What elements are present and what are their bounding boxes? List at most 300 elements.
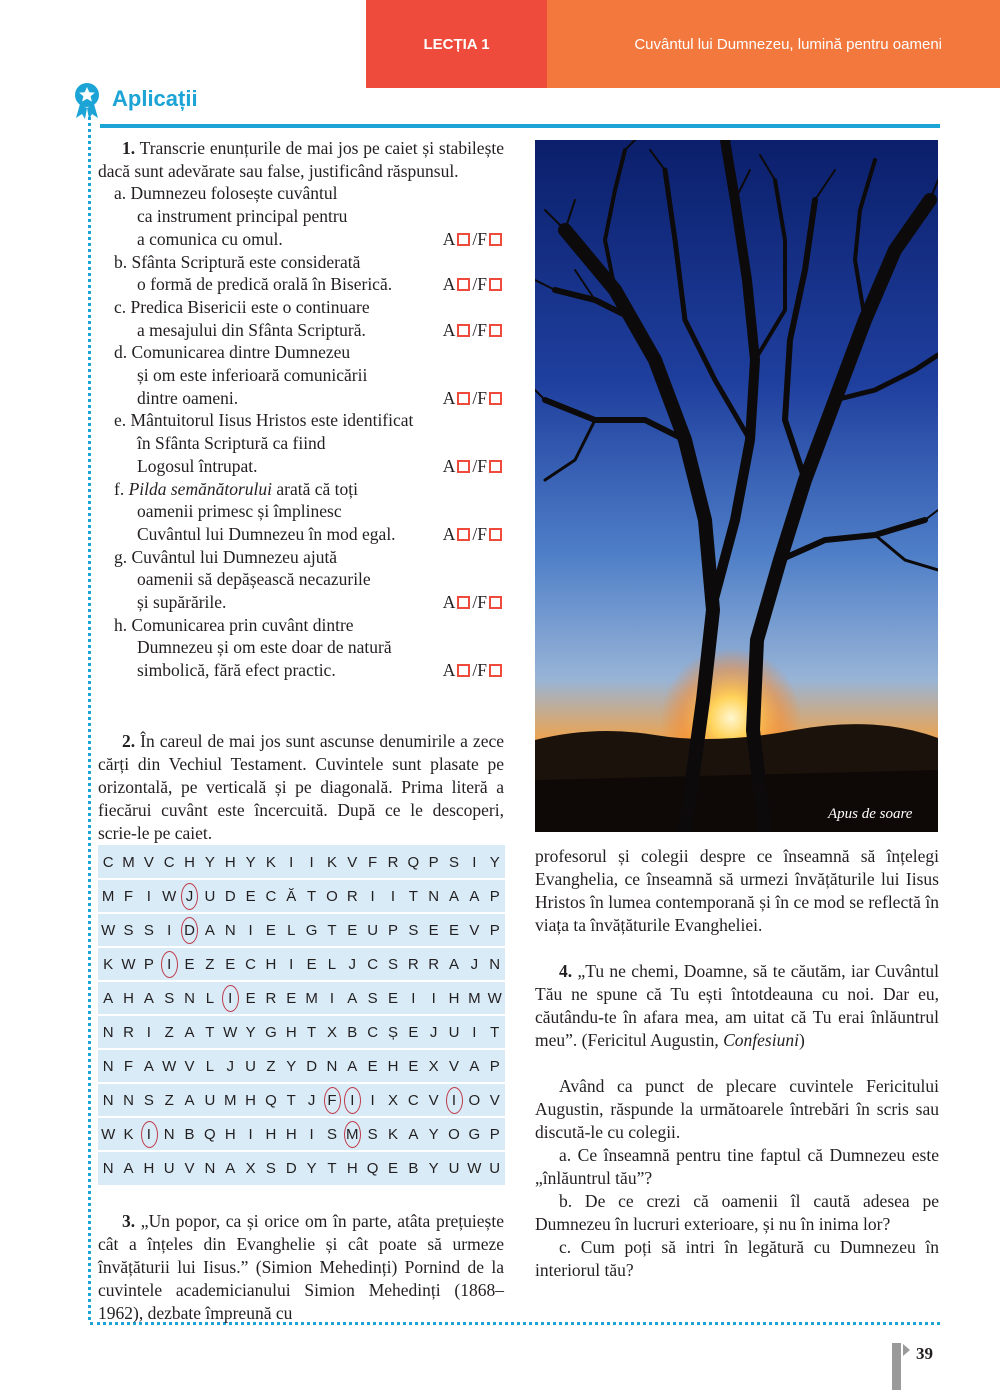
grid-cell[interactable]: E <box>449 921 460 939</box>
grid-cell[interactable]: B <box>347 1023 358 1041</box>
grid-cell[interactable]: E <box>184 955 195 973</box>
grid-cell[interactable]: V <box>184 1057 195 1075</box>
grid-cell[interactable]: N <box>428 887 440 905</box>
grid-cell[interactable]: U <box>448 1023 460 1041</box>
grid-cell[interactable]: D <box>306 1057 318 1075</box>
grid-cell[interactable]: T <box>327 921 337 939</box>
grid-cell[interactable]: S <box>387 955 398 973</box>
statement-line: d. Comunicarea dintre Dumnezeu <box>114 342 351 363</box>
grid-cell[interactable]: K <box>103 955 114 973</box>
grid-cell[interactable]: I <box>309 853 314 871</box>
grid-cell[interactable]: E <box>225 955 236 973</box>
statement-line: și om este inferioară comunicării <box>137 365 368 386</box>
grid-cell[interactable]: H <box>387 1057 399 1075</box>
statement-line: h. Comunicarea prin cuvânt dintre <box>114 614 354 635</box>
true-false-boxes[interactable]: A /F <box>443 228 504 251</box>
grid-cell[interactable]: F <box>368 853 378 871</box>
grid-cell[interactable]: H <box>224 853 236 871</box>
grid-cell[interactable]: R <box>123 1023 134 1041</box>
grid-cell[interactable]: G <box>265 1023 277 1041</box>
grid-row-divider <box>98 1014 505 1016</box>
statement-line: Cuvântul lui Dumnezeu în mod egal. <box>137 523 396 544</box>
grid-cell[interactable]: C <box>265 887 277 905</box>
grid-cell[interactable]: I <box>289 955 294 973</box>
grid-cell[interactable]: Y <box>286 1057 297 1075</box>
grid-cell[interactable]: D <box>285 1159 297 1177</box>
statement-line: oamenii primesc și împlinesc <box>137 501 342 522</box>
grid-cell[interactable]: C <box>102 853 114 871</box>
statement-f <box>114 478 504 546</box>
section-rule <box>100 124 940 128</box>
grid-cell[interactable]: W <box>162 887 177 905</box>
grid-cell[interactable]: W <box>223 1023 238 1041</box>
question-a: a. Ce înseamnă pentru tine faptul că Dumnezeu este „înlăuntrul tău”? <box>535 1145 939 1188</box>
grid-cell[interactable]: F <box>123 887 134 905</box>
checkbox-false[interactable] <box>489 233 502 246</box>
grid-cell[interactable]: H <box>448 989 460 1007</box>
grid-cell[interactable]: B <box>408 1159 419 1177</box>
grid-cell[interactable]: A <box>449 887 460 905</box>
grid-cell[interactable]: Q <box>265 1091 277 1109</box>
true-false-boxes[interactable]: A /F <box>443 319 504 342</box>
quote-source: Confesiuni <box>723 1030 799 1050</box>
statement-line: f. Pilda semănătorului arată că toți <box>114 478 358 499</box>
grid-cell[interactable]: N <box>163 1125 175 1143</box>
grid-cell[interactable]: Ă <box>286 887 297 905</box>
grid-cell-circled[interactable]: I <box>444 1083 464 1117</box>
grid-cell[interactable]: A <box>123 1159 134 1177</box>
grid-cell[interactable]: I <box>167 921 172 939</box>
grid-cell[interactable]: Y <box>245 853 256 871</box>
grid-row <box>98 913 505 947</box>
grid-cell-circled[interactable]: I <box>139 1117 159 1151</box>
grid-cell-circled[interactable]: J <box>179 879 199 913</box>
grid-cell[interactable]: W <box>121 955 136 973</box>
grid-cell[interactable]: Q <box>407 853 420 871</box>
grid-cell[interactable]: O <box>468 1091 481 1109</box>
statement-line: b. Sfânta Scriptură este considerată <box>114 251 361 272</box>
grid-row-divider <box>98 946 505 948</box>
grid-cell[interactable]: S <box>143 921 154 939</box>
grid-cell[interactable]: U <box>367 921 379 939</box>
grid-row-divider <box>98 1116 505 1118</box>
grid-cell[interactable]: N <box>489 955 501 973</box>
statement-b <box>114 251 504 296</box>
grid-cell[interactable]: S <box>265 1159 276 1177</box>
grid-cell[interactable]: I <box>248 1125 253 1143</box>
grid-cell[interactable]: L <box>327 955 337 973</box>
word-search-grid[interactable] <box>98 845 505 1185</box>
grid-cell[interactable]: N <box>102 1159 114 1177</box>
grid-cell[interactable]: P <box>428 853 439 871</box>
grid-cell[interactable]: I <box>370 887 375 905</box>
grid-cell[interactable]: T <box>307 1023 317 1041</box>
grid-cell[interactable]: I <box>411 989 416 1007</box>
grid-cell[interactable]: L <box>205 1057 215 1075</box>
grid-cell[interactable]: N <box>224 921 236 939</box>
grid-cell[interactable]: H <box>265 955 277 973</box>
grid-cell[interactable]: A <box>184 1091 195 1109</box>
grid-cell[interactable]: Z <box>266 1057 276 1075</box>
grid-cell[interactable]: E <box>367 1057 378 1075</box>
grid-cell[interactable]: H <box>346 1159 358 1177</box>
grid-cell[interactable]: U <box>489 1159 501 1177</box>
exercise-2 <box>98 730 504 845</box>
grid-cell[interactable]: A <box>184 1023 195 1041</box>
grid-cell[interactable]: V <box>449 1057 460 1075</box>
checkbox-false[interactable] <box>489 664 502 677</box>
exercise-3-number: 3. <box>122 1211 136 1231</box>
statement-c <box>114 296 504 341</box>
statement-line: dintre oameni. <box>137 387 239 408</box>
grid-cell[interactable]: K <box>265 853 276 871</box>
grid-cell[interactable]: I <box>472 1023 477 1041</box>
dotted-border-left <box>88 110 91 1320</box>
grid-row-divider <box>98 878 505 880</box>
grid-cell[interactable]: Z <box>164 1091 174 1109</box>
grid-cell[interactable]: A <box>469 1057 480 1075</box>
grid-cell[interactable]: E <box>408 1023 419 1041</box>
grid-row <box>98 879 505 913</box>
grid-cell-circled[interactable]: I <box>342 1083 362 1117</box>
checkbox-true[interactable] <box>457 233 470 246</box>
exercise-1-items <box>98 182 504 681</box>
grid-row-divider <box>98 1048 505 1050</box>
statement-line: Logosul întrupat. <box>137 455 258 476</box>
checkbox-false[interactable] <box>489 278 502 291</box>
grid-cell[interactable]: V <box>428 1091 439 1109</box>
grid-cell[interactable]: M <box>305 989 318 1007</box>
grid-cell[interactable]: S <box>143 1091 154 1109</box>
grid-cell[interactable]: N <box>102 1023 114 1041</box>
grid-row <box>98 1151 505 1185</box>
grid-cell[interactable]: I <box>329 989 335 1007</box>
grid-cell[interactable]: V <box>184 1159 195 1177</box>
grid-cell[interactable]: Q <box>204 1125 216 1143</box>
grid-cell[interactable]: I <box>248 921 253 939</box>
lesson-title: Cuvântul lui Dumnezeu, lumină pentru oameni <box>547 0 1000 88</box>
grid-cell[interactable]: I <box>289 853 294 871</box>
grid-cell[interactable]: O <box>448 1125 460 1143</box>
grid-cell[interactable]: A <box>449 955 460 973</box>
grid-cell[interactable]: I <box>146 1023 151 1041</box>
grid-cell[interactable]: T <box>327 1159 337 1177</box>
grid-cell[interactable]: A <box>103 989 114 1007</box>
grid-cell[interactable]: A <box>143 1057 154 1075</box>
question-b: b. De ce crezi că oamenii îl caută adesea pe Dumnezeu în lucruri exterioare, și nu în inima lor? <box>535 1191 939 1234</box>
grid-cell[interactable]: S <box>367 989 378 1007</box>
statement-line: oamenii să depășească necazurile <box>137 569 371 590</box>
checkbox-false[interactable] <box>489 596 502 609</box>
grid-cell[interactable]: A <box>225 1159 236 1177</box>
grid-cell[interactable]: V <box>489 1091 500 1109</box>
grid-cell[interactable]: R <box>428 955 440 973</box>
grid-cell[interactable]: V <box>347 853 358 871</box>
grid-cell[interactable]: E <box>245 887 256 905</box>
checkbox-true[interactable] <box>457 664 470 677</box>
grid-cell[interactable]: T <box>307 887 317 905</box>
true-false-boxes[interactable]: A /F <box>443 273 504 296</box>
question-c: c. Cum poți să intri în legătură cu Dumnezeu în interiorul tău? <box>535 1237 939 1280</box>
exercise-4-number: 4. <box>559 961 573 981</box>
sunset-tree-image <box>535 140 938 832</box>
checkbox-false[interactable] <box>489 528 502 541</box>
grid-cell[interactable]: P <box>143 955 154 973</box>
true-false-boxes[interactable]: A /F <box>443 523 504 546</box>
grid-cell[interactable]: K <box>123 1125 134 1143</box>
checkbox-true[interactable] <box>457 392 470 405</box>
grid-cell[interactable]: N <box>102 1091 114 1109</box>
statement-line: ca instrument principal pentru <box>137 206 348 227</box>
parable-title: Pilda semănătorului <box>128 478 272 499</box>
grid-row <box>98 947 505 981</box>
grid-cell[interactable]: Z <box>205 955 215 973</box>
grid-cell[interactable]: C <box>367 1023 379 1041</box>
grid-cell[interactable]: V <box>469 921 480 939</box>
grid-row-divider <box>98 1150 505 1152</box>
grid-cell[interactable]: I <box>146 887 151 905</box>
grid-cell[interactable]: N <box>204 1159 216 1177</box>
grid-row <box>98 1015 505 1049</box>
checkbox-false[interactable] <box>489 460 502 473</box>
exercise-3-continuation: profesorul și colegii despre ce înseamnă să înțelegi Evanghelia, ce înseamnă să urmezi învățăturile lui Iisus Hristos în lumea contemporană și în ce mod se reflectă în viața ta învățăturile Evangheliei. <box>535 846 939 935</box>
grid-cell[interactable]: P <box>489 921 500 939</box>
grid-cell[interactable]: A <box>204 921 215 939</box>
grid-cell[interactable]: T <box>408 887 418 905</box>
grid-cell[interactable]: J <box>348 955 357 973</box>
grid-cell[interactable]: C <box>245 955 256 973</box>
grid-cell-circled[interactable]: I <box>220 981 240 1015</box>
exercise-1-number: 1. <box>122 138 136 158</box>
grid-cell[interactable]: R <box>265 989 277 1007</box>
grid-row <box>98 1049 505 1083</box>
grid-cell[interactable]: P <box>489 1125 500 1143</box>
grid-cell[interactable]: B <box>184 1125 195 1143</box>
grid-cell[interactable]: Z <box>164 1023 174 1041</box>
grid-row <box>98 1117 505 1151</box>
grid-cell[interactable]: I <box>390 887 396 905</box>
exercise-3 <box>98 1210 504 1325</box>
checkbox-true[interactable] <box>457 460 470 473</box>
grid-cell[interactable]: E <box>408 1057 419 1075</box>
grid-cell[interactable]: E <box>387 989 398 1007</box>
statement-line: c. Predica Bisericii este o continuare <box>114 296 370 317</box>
grid-cell[interactable]: S <box>164 989 175 1007</box>
grid-cell[interactable]: T <box>205 1023 215 1041</box>
true-false-boxes[interactable]: A /F <box>443 387 504 410</box>
grid-cell[interactable]: S <box>123 921 134 939</box>
grid-cell[interactable]: E <box>286 989 297 1007</box>
grid-cell[interactable]: X <box>245 1159 256 1177</box>
grid-cell[interactable]: A <box>408 1125 419 1143</box>
grid-cell[interactable]: E <box>387 1159 398 1177</box>
true-false-boxes[interactable]: A /F <box>443 455 504 478</box>
grid-cell[interactable]: S <box>367 1125 378 1143</box>
statement-line: g. Cuvântul lui Dumnezeu ajută <box>114 546 338 567</box>
true-false-boxes[interactable]: A /F <box>443 659 504 682</box>
grid-cell[interactable]: E <box>347 921 358 939</box>
grid-cell[interactable]: Ș <box>387 1023 398 1041</box>
grid-cell[interactable]: I <box>370 1091 375 1109</box>
grid-cell[interactable]: S <box>408 921 419 939</box>
grid-cell[interactable]: X <box>387 1091 398 1109</box>
grid-cell[interactable]: M <box>101 887 115 905</box>
grid-cell[interactable]: U <box>163 1159 175 1177</box>
grid-cell[interactable]: C <box>407 1091 419 1109</box>
grid-cell[interactable]: A <box>143 989 154 1007</box>
statement-g <box>114 546 504 614</box>
ribbon-icon <box>74 82 100 120</box>
true-false-boxes[interactable]: A /F <box>443 591 504 614</box>
sunset-photo <box>535 140 938 832</box>
exercise-1-text: Transcrie enunțurile de mai jos pe caiet și stabilește dacă sunt adevărate sau false, justificând răspunsul. <box>98 138 505 181</box>
grid-cell[interactable]: C <box>367 955 379 973</box>
grid-cell[interactable]: J <box>226 1057 234 1075</box>
grid-cell[interactable]: K <box>387 1125 398 1143</box>
grid-cell[interactable]: H <box>265 1125 277 1143</box>
grid-cell[interactable]: H <box>245 1091 256 1109</box>
grid-cell[interactable]: M <box>468 989 481 1007</box>
grid-cell-circled[interactable]: D <box>179 913 199 947</box>
grid-cell[interactable]: A <box>347 989 358 1007</box>
grid-cell[interactable]: S <box>326 1125 337 1143</box>
grid-cell[interactable]: P <box>489 887 500 905</box>
grid-cell[interactable]: K <box>326 853 337 871</box>
grid-cell[interactable]: U <box>204 1091 216 1109</box>
grid-cell[interactable]: E <box>245 989 256 1007</box>
grid-cell-circled[interactable]: F <box>322 1083 342 1117</box>
grid-row-divider <box>98 980 505 982</box>
grid-cell[interactable]: E <box>428 921 439 939</box>
exercise-1 <box>98 137 504 682</box>
exercise-1-intro <box>98 137 504 182</box>
grid-cell[interactable]: O <box>326 887 338 905</box>
grid-cell[interactable]: W <box>467 1159 482 1177</box>
grid-row <box>98 845 505 879</box>
grid-cell[interactable]: G <box>468 1125 481 1143</box>
statement-line: și supărările. <box>137 592 227 613</box>
grid-cell[interactable]: N <box>102 1057 114 1075</box>
exercise-4-intro: Având ca punct de plecare cuvintele Fericitului Augustin, răspunde la următoarele întrebări în scris sau discută-le cu colegii. <box>535 1076 939 1142</box>
grid-cell[interactable]: W <box>162 1057 177 1075</box>
grid-cell[interactable]: M <box>122 853 135 871</box>
grid-cell[interactable]: P <box>387 921 398 939</box>
grid-cell[interactable]: A <box>469 887 480 905</box>
grid-cell[interactable]: J <box>470 955 479 973</box>
statement-line: e. Mântuitorul Iisus Hristos este identificat <box>114 410 414 431</box>
grid-cell[interactable]: A <box>347 1057 358 1075</box>
lesson-label: LECȚIA 1 <box>366 0 547 88</box>
grid-cell[interactable]: H <box>143 1159 155 1177</box>
page-number: 39 <box>916 1344 933 1363</box>
grid-cell[interactable]: R <box>346 887 358 905</box>
grid-cell[interactable]: L <box>205 989 215 1007</box>
grid-cell[interactable]: Y <box>245 1023 256 1041</box>
checkbox-false[interactable] <box>489 324 502 337</box>
exercise-4-quote: 4. „Tu ne chemi, Doamne, să te căutăm, iar Cuvântul Tău ne spune că Tu ești întotdeauna cu noi. Dar eu, căutându-te în afara mea, am uitat că Tu erai înlăuntrul meu”. (Fericitul Augustin, Confesiuni) <box>535 961 939 1050</box>
page-number-arrow <box>903 1344 910 1356</box>
grid-cell[interactable]: V <box>143 853 154 871</box>
grid-cell[interactable]: X <box>326 1023 337 1041</box>
grid-cell[interactable]: H <box>285 1125 297 1143</box>
checkbox-true[interactable] <box>457 596 470 609</box>
grid-cell[interactable]: Y <box>428 1159 439 1177</box>
statement-line: Dumnezeu și om este doar de natură <box>137 637 392 658</box>
grid-cell[interactable]: J <box>307 1091 316 1109</box>
checkbox-false[interactable] <box>489 392 502 405</box>
statement-line: a comunica cu omul. <box>137 228 283 249</box>
statement-line: o formă de predică orală în Biserică. <box>137 274 393 295</box>
statement-e <box>114 409 504 477</box>
grid-cell[interactable]: P <box>489 1057 500 1075</box>
statement-h <box>114 614 504 682</box>
grid-cell-circled[interactable]: I <box>159 947 179 981</box>
grid-cell[interactable]: X <box>428 1057 439 1075</box>
grid-cell[interactable]: W <box>101 1125 116 1143</box>
grid-cell[interactable]: W <box>487 989 502 1007</box>
exercise-2-text: În careul de mai jos sunt ascunse denumirile a zece cărți din Vechiul Testament. Cuvintele sunt plasate pe orizontală, pe verticală și pe diagonală. Prima literă a fiecărui cuvânt este încercuită. După ce le descoperi, scrie-le pe caiet. <box>98 731 504 843</box>
grid-cell[interactable]: N <box>123 1091 134 1109</box>
grid-cell[interactable]: I <box>309 1125 314 1143</box>
grid-cell[interactable]: D <box>224 887 236 905</box>
grid-cell[interactable]: T <box>490 1023 500 1041</box>
photo-caption: Apus de soare <box>828 806 913 822</box>
grid-cell[interactable]: R <box>407 955 419 973</box>
grid-cell[interactable]: G <box>305 921 318 939</box>
grid-cell[interactable]: L <box>287 921 296 939</box>
grid-cell[interactable]: C <box>163 853 175 871</box>
grid-cell[interactable]: U <box>448 1159 460 1177</box>
grid-cell[interactable]: Y <box>306 1159 317 1177</box>
grid-cell[interactable]: H <box>224 1125 236 1143</box>
grid-cell[interactable]: I <box>472 853 477 871</box>
grid-cell[interactable]: Y <box>489 853 500 871</box>
grid-cell[interactable]: H <box>123 989 134 1007</box>
grid-cell[interactable]: H <box>285 1023 297 1041</box>
grid-cell[interactable]: E <box>306 955 317 973</box>
grid-cell[interactable]: W <box>101 921 116 939</box>
right-column <box>535 845 939 1282</box>
grid-cell[interactable]: S <box>449 853 460 871</box>
grid-cell[interactable]: N <box>326 1057 338 1075</box>
grid-row-divider <box>98 912 505 914</box>
statement-line: în Sfânta Scriptură ca fiind <box>137 433 326 454</box>
grid-cell-circled[interactable]: M <box>342 1117 362 1151</box>
grid-cell[interactable]: F <box>123 1057 134 1075</box>
statement-d <box>114 341 504 409</box>
grid-cell[interactable]: T <box>286 1091 296 1109</box>
grid-cell[interactable]: E <box>265 921 276 939</box>
grid-cell[interactable]: R <box>387 853 399 871</box>
grid-cell[interactable]: M <box>223 1091 237 1109</box>
section-title: Aplicații <box>112 86 198 111</box>
statement-line: a. Dumnezeu folosește cuvântul <box>114 183 338 204</box>
grid-cell[interactable]: Y <box>204 853 215 871</box>
grid-row <box>98 981 505 1015</box>
statement-a <box>114 182 504 250</box>
grid-cell[interactable]: H <box>184 853 195 871</box>
grid-cell[interactable]: U <box>245 1057 256 1075</box>
checkbox-true[interactable] <box>457 528 470 541</box>
grid-cell[interactable]: N <box>184 989 195 1007</box>
checkbox-true[interactable] <box>457 278 470 291</box>
grid-cell[interactable]: I <box>431 989 436 1007</box>
grid-cell[interactable]: Q <box>366 1159 379 1177</box>
grid-cell[interactable]: U <box>204 887 216 905</box>
grid-cell[interactable]: J <box>429 1023 438 1041</box>
checkbox-true[interactable] <box>457 324 470 337</box>
grid-cell[interactable]: Y <box>428 1125 439 1143</box>
